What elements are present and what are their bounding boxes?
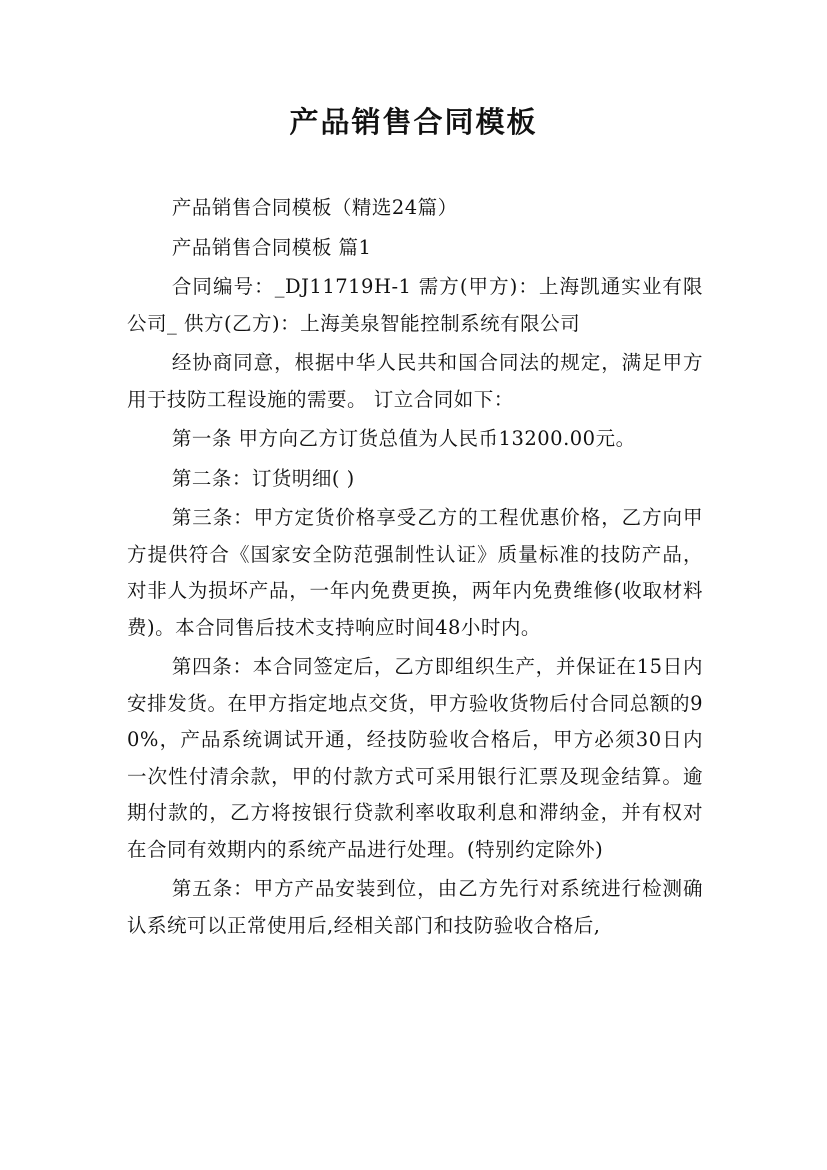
paragraph-contract-parties: 合同编号：_DJ11719H-1 需方(甲方)：上海凯通实业有限公司_ 供方(乙方)：上海美泉智能控制系统有限公司	[127, 275, 703, 335]
document-body	[127, 190, 703, 947]
document-title: 产品销售合同模板	[289, 105, 538, 139]
paragraph-article-5: 第五条：甲方产品安装到位，由乙方先行对系统进行检测确认系统可以正常使用后,经相关部门和技防验收合格后,	[127, 877, 703, 937]
paragraph-heading: 产品销售合同模板（精选24篇）	[171, 196, 458, 219]
paragraph-article-3: 第三条：甲方定货价格享受乙方的工程优惠价格，乙方向甲方提供符合《国家安全防范强制性认证》质量标准的技防产品，对非人为损坏产品，一年内免费更换，两年内免费维修(收取材料费)。本合同售后技术支持响应时间48小时内。	[127, 506, 703, 639]
paragraph-article-2: 第二条：订货明细( )	[171, 466, 355, 490]
paragraph-preamble: 经协商同意，根据中华人民共和国合同法的规定，满足甲方用于技防工程设施的需要。 订立合同如下：	[127, 351, 703, 411]
paragraph-article-1: 第一条 甲方向乙方订货总值为人民币13200.00元。	[171, 427, 636, 450]
paragraph-section-title: 产品销售合同模板 篇1	[171, 235, 372, 259]
paragraph-article-4: 第四条：本合同签定后，乙方即组织生产，并保证在15日内安排发货。在甲方指定地点交货，甲方验收货物后付合同总额的90%，产品系统调试开通，经技防验收合格后，甲方必须30日内一次性付清余款，甲的付款方式可采用银行汇票及现金结算。逾期付款的，乙方将按银行贷款利率收取利息和滞纳金，并有权对在合同有效期内的系统产品进行处理。(特别约定除外)	[127, 655, 703, 861]
